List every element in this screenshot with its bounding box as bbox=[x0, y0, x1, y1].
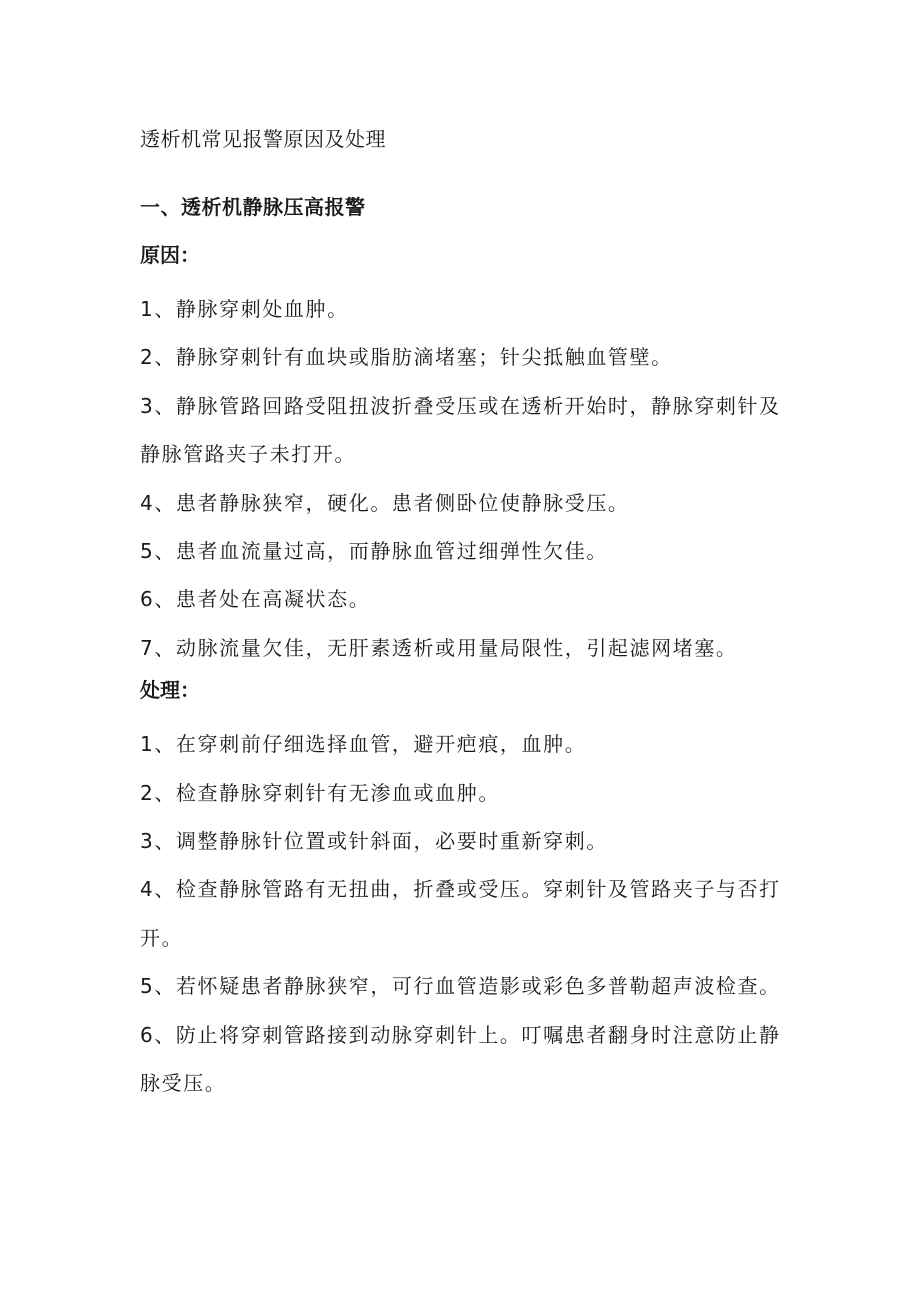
cause-item: 5、患者血流量过高，而静脉血管过细弹性欠佳。 bbox=[140, 539, 608, 564]
cause-item: 2、静脉穿刺针有血块或脂肪滴堵塞；针尖抵触血管壁。 bbox=[140, 345, 673, 370]
cause-item: 4、患者静脉狭窄，硬化。患者侧卧位使静脉受压。 bbox=[140, 490, 630, 515]
treatment-list bbox=[140, 720, 790, 1107]
cause-item: 7、动脉流量欠佳，无肝素透析或用量局限性，引起滤网堵塞。 bbox=[140, 635, 738, 660]
document-title: 透析机常见报警原因及处理 bbox=[140, 127, 386, 151]
cause-item: 6、患者处在高凝状态。 bbox=[140, 587, 371, 612]
causes-list bbox=[140, 285, 790, 672]
treatment-item: 3、调整静脉针位置或针斜面，必要时重新穿刺。 bbox=[140, 829, 608, 854]
document-body bbox=[140, 121, 790, 1108]
causes-label: 原因： bbox=[140, 243, 200, 267]
treatment-item: 4、检查静脉管路有无扭曲，折叠或受压。穿刺针及管路夹子与否打开。 bbox=[140, 877, 781, 950]
section-heading-venous-pressure: 一、透析机静脉压高报警 bbox=[140, 195, 366, 219]
cause-item: 1、静脉穿刺处血肿。 bbox=[140, 297, 349, 321]
treatment-label: 处理： bbox=[140, 678, 200, 703]
treatment-item: 6、防止将穿刺管路接到动脉穿刺针上。叮嘱患者翻身时注意防止静脉受压。 bbox=[140, 1022, 781, 1096]
cause-item: 3、静脉管路回路受阻扭波折叠受压或在透析开始时，静脉穿刺针及静脉管路夹子未打开。 bbox=[140, 393, 781, 467]
treatment-item: 5、若怀疑患者静脉狭窄，可行血管造影或彩色多普勒超声波检查。 bbox=[140, 974, 781, 999]
treatment-item: 2、检查静脉穿刺针有无渗血或血肿。 bbox=[140, 780, 500, 805]
treatment-item: 1、在穿刺前仔细选择血管，避开疤痕，血肿。 bbox=[140, 732, 587, 757]
